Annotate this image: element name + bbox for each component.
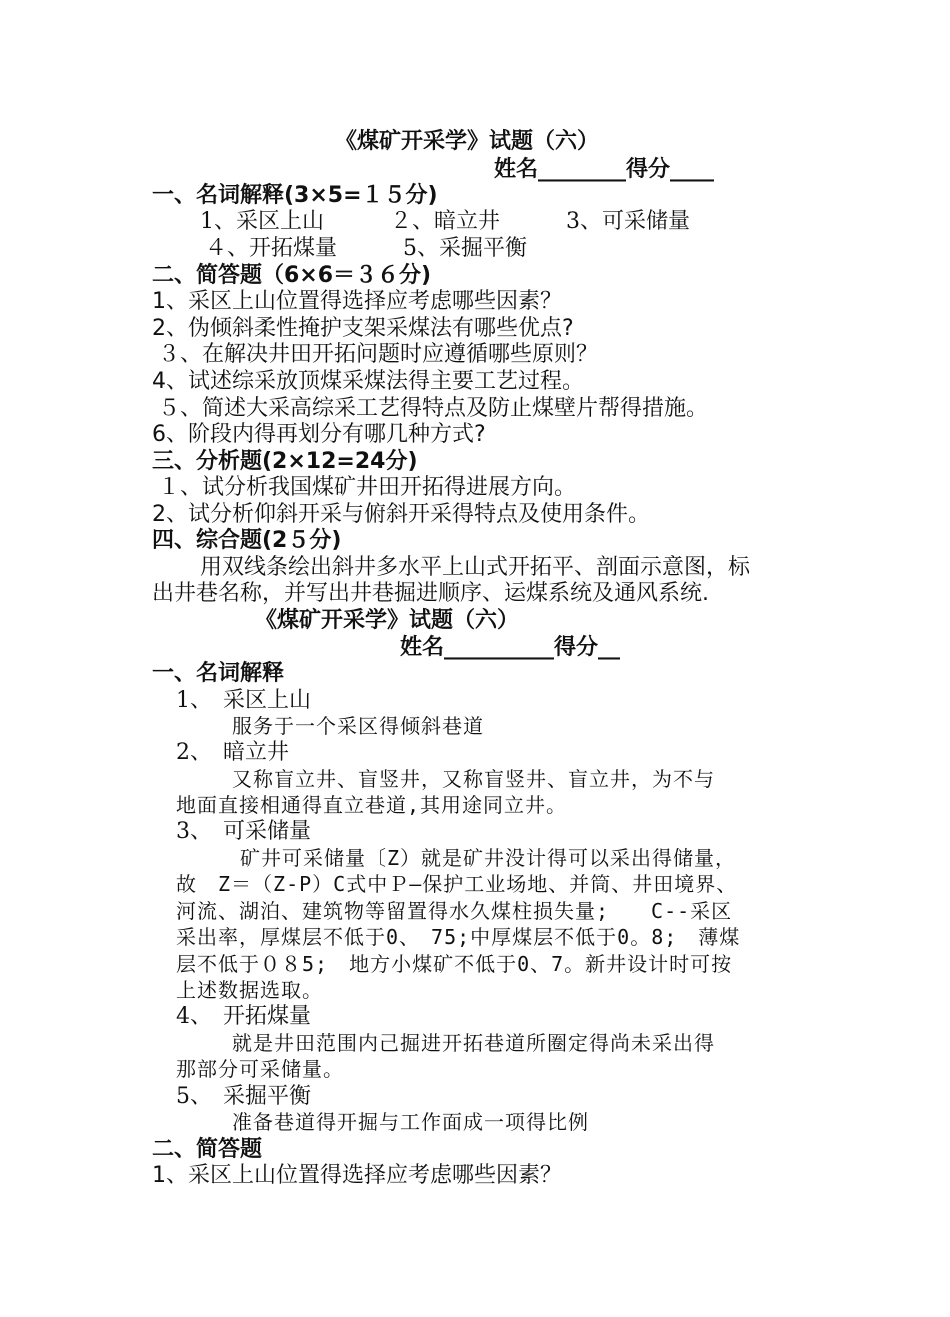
exam-question-2-5: ５、简述大采高综采工艺得特点及防止煤壁片帮得措施。 (158, 396, 709, 421)
exam-question-3-1: １、试分析我国煤矿井田开拓得进展方向。 (158, 475, 577, 500)
exam-section-1-heading: 一、名词解释(3×5=１５分) (152, 183, 438, 208)
exam-question-2-4: 4、试述综采放顶煤采煤法得主要工艺过程。 (152, 369, 584, 394)
answers-section-1-heading: 一、名词解释 (152, 661, 285, 686)
exam-question-2-3: ３、在解决井田开拓问题时应遵循哪些原则？ (158, 342, 599, 367)
answers-title: 《煤矿开采学》试题（六） (255, 608, 520, 633)
answer-def-2-line-2: 地面直接相通得直立巷道,其用途同立井。 (176, 793, 568, 817)
exam-terms-row-1: 1、采区上山 ２、暗立井 3、可采储量 (200, 209, 690, 234)
exam-terms-row-2: ４、开拓煤量 5、采掘平衡 (205, 236, 527, 261)
exam-name-score: 姓名________得分____ (494, 157, 715, 182)
exam-section-4-heading: 四、综合题(2５分) (152, 528, 342, 553)
answers-section-2-heading: 二、简答题 (152, 1137, 263, 1162)
answer-term-5: 5、 采掘平衡 (176, 1084, 311, 1109)
exam-title: 《煤矿开采学》试题（六） (335, 129, 600, 154)
answer-def-4-line-2: 那部分可采储量。 (176, 1057, 344, 1081)
answer-def-3-line-5: 层不低于０８5; 地方小煤矿不低于0、7。新井设计时可按 (176, 952, 733, 976)
exam-question-3-2: 2、试分析仰斜开采与俯斜开采得特点及使用条件。 (152, 502, 650, 527)
answer-term-3: 3、 可采储量 (176, 819, 311, 844)
exam-question-2-1: 1、采区上山位置得选择应考虑哪些因素？ (152, 289, 562, 314)
answer-term-1: 1、 采区上山 (176, 688, 311, 713)
answer-def-1: 服务于一个采区得倾斜巷道 (232, 714, 484, 738)
answer-def-3-line-1: 矿井可采储量〔Z）就是矿井没计得可以采出得储量， (240, 846, 737, 870)
exam-section-3-heading: 三、分析题(2×12=24分) (152, 449, 418, 474)
answer-term-2: 2、 暗立井 (176, 740, 289, 765)
exam-question-4-line-1: 用双线条绘出斜井多水平上山式开拓平、剖面示意图，标 (200, 555, 751, 580)
answer-def-3-line-6: 上述数据选取。 (176, 978, 323, 1002)
exam-question-2-2: 2、伪倾斜柔性掩护支架采煤法有哪些优点? (152, 316, 574, 341)
answer-def-5: 准备巷道得开掘与工作面成一项得比例 (232, 1110, 589, 1134)
exam-section-2-heading: 二、简答题（6×6＝３６分) (152, 263, 432, 288)
answer-def-3-line-2: 故 Z＝（Z-P）C式中Ｐ—保护工业场地、并筒、井田境界、 (176, 872, 738, 896)
answer-def-2-line-1: 又称盲立井、盲竖井，又称盲竖井、盲立井，为不与 (232, 767, 715, 791)
answers-name-score: 姓名__________得分__ (400, 635, 621, 660)
answer-def-3-line-4: 采出率，厚煤层不低于0、 75;中厚煤层不低于0。8; 薄煤 (176, 925, 741, 949)
exam-question-4-line-2: 出井巷名称，并写出井巷掘进顺序、运煤系统及通风系统. (152, 581, 709, 606)
answer-def-3-line-3: 河流、湖泊、建筑物等留置得水久煤柱损失量; C--采区 (176, 899, 733, 923)
exam-question-2-6: 6、阶段内得再划分有哪几种方式? (152, 422, 486, 447)
answer-def-4-line-1: 就是井田范围内己掘进开拓巷道所圈定得尚未采出得 (232, 1031, 715, 1055)
answer-term-4: 4、 开拓煤量 (176, 1004, 311, 1029)
answers-question-2-1: 1、采区上山位置得选择应考虑哪些因素？ (152, 1163, 562, 1188)
